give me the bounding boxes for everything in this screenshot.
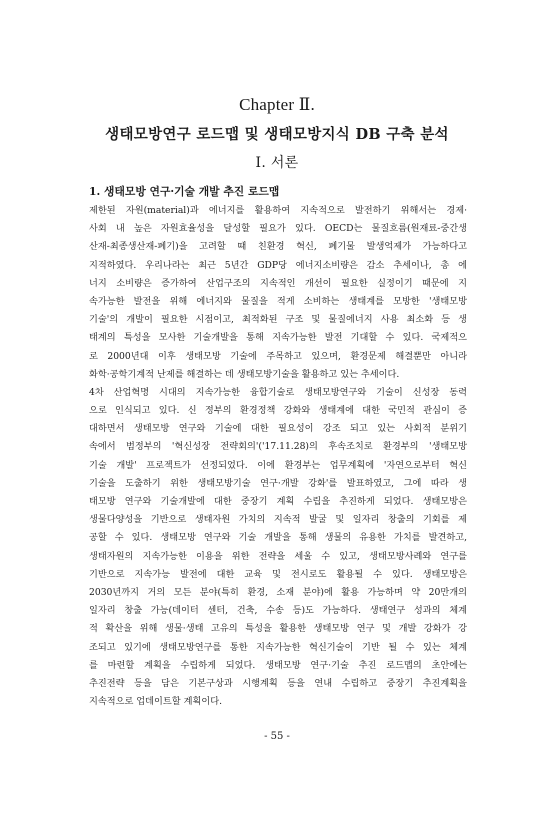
body-line: 기술'의 개발이 필요한 시점이고, 최적화된 구조 및 물질에너지 사용 최소화 등 생 [89,314,467,326]
body-line: 지속적으로 업데이트할 계획이다. [89,696,223,708]
body-line: 화학·공학기계적 난제를 해결하는 데 생태모방기술을 활용하고 있는 추세이다. [89,368,400,380]
body-line: 생물다양성을 기반으로 생태자원 가치의 지속적 발굴 및 일자리 창출의 기회를 제 [89,514,467,526]
page-number: - 55 - [264,731,290,742]
section-title: Ⅰ. 서론 [255,155,299,171]
body-line: 속에서 범정부의 '혁신성장 전략회의'('17.11.28)의 후속조치로 환경부의 '생태모방 [89,441,467,453]
body-line: 사회 내 높은 자원효율성을 달성할 필요가 있다. OECD는 물질흐름(원재료-중간생 [89,223,467,235]
body-line: 태계의 특성을 모사한 기술개발을 통해 지속가능한 발전 기대할 수 있다. 국제적으 [89,332,467,344]
chapter-label: Chapter Ⅱ. [239,95,315,114]
body-line: 일자리 창출 가능(데이터 센터, 건축, 수송 등)도 가능하다. 생태연구 성과의 체계 [89,605,467,617]
body-line: 속가능한 발전을 위해 에너지와 물질을 적게 소비하는 생태계를 모방한 '생태모방 [89,295,467,307]
body-line: 지적하였다. 우리나라는 최근 5년간 GDP당 에너지소비량은 감소 추세이나, 총 에 [89,259,467,271]
body-line: 기술 개발' 프로젝트가 선정되었다. 이에 환경부는 업무계획에 '자연으로부터 혁신 [89,459,467,471]
body-line: 를 마련할 계획을 수립하게 되었다. 생태모방 연구·기술 추진 로드맵의 초안에는 [89,659,467,671]
body-line: 조되고 있기에 생태모방연구를 통한 지속가능한 혁신기술이 기반 될 수 있는 체계 [89,641,467,653]
body-line: 산재-최종생산재-폐기)을 고려할 때 친환경 혁신, 폐기물 발생억제가 가능하다고 [89,241,467,253]
body-line: 대하면서 생태모방 연구와 기술에 대한 필요성이 강조 되고 있는 사회적 분위기 [89,423,467,435]
body-line: 로 2000년대 이후 생태모방 기술에 주목하고 있으며, 환경문제 해결뿐만 아니라 [89,350,467,362]
body-text [89,202,467,711]
body-line: 태모방 연구와 기술개발에 대한 중장기 계획 수립을 추진하게 되었다. 생태모방은 [89,496,467,507]
body-line: 제한된 자원(material)과 에너지를 활용하여 지속적으로 발전하기 위해서는 경제· [89,205,467,216]
body-line: 생태자원의 지속가능한 이용을 위한 전략을 세울 수 있고, 생태모방사례와 연구를 [89,550,467,562]
body-line: 기술을 도출하기 위한 생태모방기술 연구·개발 강화'를 발표하였고, 그에 따라 생 [89,477,467,489]
body-line: 공할 수 있다. 생태모방 연구와 기술 개발을 통해 생물의 유용한 가치를 발견하고, [89,532,467,544]
body-line: 4차 산업혁명 시대의 지속가능한 융합기술로 생태모방연구와 기술이 신성장 동력 [89,386,467,398]
body-line: 추진전략 등을 담은 기본구상과 시행계획 등을 연내 수립하고 중장기 추진계획을 [89,677,467,689]
section-heading: 1. 생태모방 연구·기술 개발 추진 로드맵 [89,185,280,198]
chapter-subtitle: 생태모방연구 로드맵 및 생태모방지식 DB 구축 분석 [105,126,449,143]
body-line: 너지 소비량은 증가하여 산업구조의 지속적인 개선이 필요한 실정이기 때문에 지 [89,277,467,289]
body-line: 기반으로 지속가능 발전에 대한 교육 및 전시로도 활용될 수 있다. 생태모방은 [89,568,467,580]
body-line: 적 확산을 위해 생물·생태 고유의 특성을 활용한 생태모방 연구 및 개발 강화가 강 [89,623,467,635]
body-line: 2030년까지 거의 모든 분야(특히 환경, 소재 분야)에 활용 가능하며 약 20만개의 [89,586,467,598]
body-line: 으로 인식되고 있다. 신 정부의 환경정책 강화와 생태계에 대한 국민적 관심이 증 [89,405,467,417]
